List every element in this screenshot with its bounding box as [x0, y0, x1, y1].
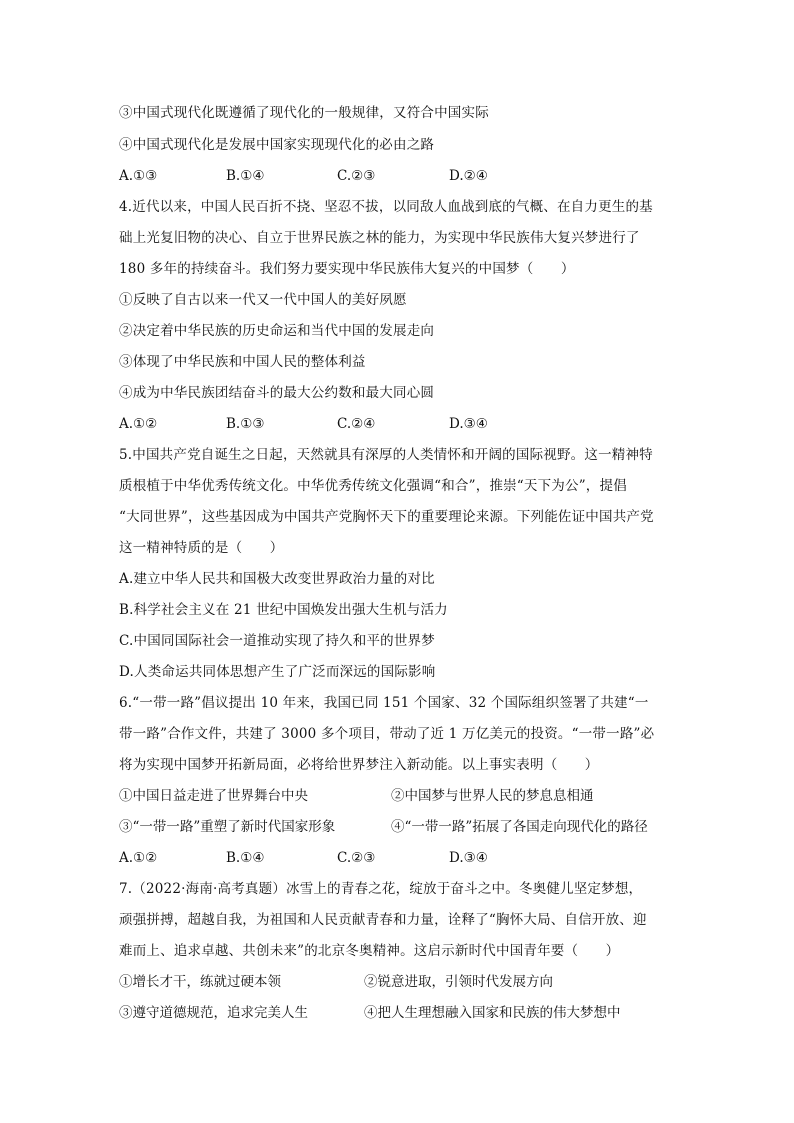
q6-item-4: ④“一带一路”拓展了各国走向现代化的路径: [391, 819, 648, 835]
q4-stem-line-1: 4.近代以来，中国人民百折不挠、坚忍不拔，以同敌人血战到底的气概、在自力更生的基: [119, 199, 653, 215]
q7-item-1: ①增长才干，练就过硬本领: [119, 974, 281, 990]
q4-stem-line-3: 180 多年的持续奋斗。我们努力要实现中华民族伟大复兴的中国梦（ ）: [119, 261, 575, 277]
q7-stem-line-2: 顽强拼搏，超越自我，为祖国和人民贡献青春和力量，诠释了“胸怀大局、自信开放、迎: [119, 912, 647, 928]
q6-option-b: B.①④: [226, 850, 265, 866]
q7-item-4: ④把人生理想融入国家和民族的伟大梦想中: [364, 1005, 621, 1021]
q6-option-a: A.①②: [119, 850, 158, 866]
q4-option-a: A.①②: [119, 416, 158, 432]
q7-stem-line-3: 难而上、追求卓越、共创未来”的北京冬奥精神。这启示新时代中国青年要（ ）: [119, 943, 620, 959]
q5-stem-line-1: 5.中国共产党自诞生之日起，天然就具有深厚的人类情怀和开阔的国际视野。这一精神特: [119, 447, 653, 463]
q7-item-2: ②锐意进取，引领时代发展方向: [364, 974, 553, 990]
q3-item-3: ③中国式现代化既遵循了现代化的一般规律，又符合中国实际: [119, 105, 489, 121]
q3-item-4: ④中国式现代化是发展中国家实现现代化的必由之路: [119, 137, 435, 153]
q7-stem-line-1: 7.（2022·海南·高考真题）冰雪上的青春之花，绽放于奋斗之中。冬奥健儿坚定梦想，: [119, 881, 643, 897]
q6-item-3: ③“一带一路”重塑了新时代国家形象: [119, 819, 336, 835]
q4-option-d: D.③④: [449, 416, 488, 432]
q3-option-d: D.②④: [449, 168, 488, 184]
q7-item-3: ③遵守道德规范，追求完美人生: [119, 1005, 308, 1021]
q6-stem-line-3: 将为实现中国梦开拓新局面，必将给世界梦注入新动能。以上事实表明（ ）: [119, 757, 599, 773]
q6-option-c: C.②③: [337, 850, 376, 866]
q6-item-1: ①中国日益走进了世界舞台中央: [119, 788, 308, 804]
q4-item-2: ②决定着中华民族的历史命运和当代中国的发展走向: [119, 323, 435, 339]
q3-option-c: C.②③: [337, 168, 376, 184]
q3-option-a: A.①③: [119, 168, 158, 184]
q4-stem-line-2: 础上光复旧物的决心、自立于世界民族之林的能力，为实现中华民族伟大复兴梦进行了: [119, 230, 640, 246]
q6-stem-line-1: 6.“一带一路”倡议提出 10 年来，我国已同 151 个国家、32 个国际组织签署了共建“一: [119, 695, 649, 711]
q3-option-b: B.①④: [226, 168, 265, 184]
q5-option-c: C.中国同国际社会一道推动实现了持久和平的世界梦: [119, 633, 435, 649]
q4-item-3: ③体现了中华民族和中国人民的整体利益: [119, 354, 366, 370]
q6-item-2: ②中国梦与世界人民的梦息息相通: [391, 788, 594, 804]
q4-item-4: ④成为中华民族团结奋斗的最大公约数和最大同心圆: [119, 385, 435, 401]
q5-stem-line-3: “大同世界”，这些基因成为中国共产党胸怀天下的重要理论来源。下列能佐证中国共产党: [119, 509, 654, 525]
q5-option-a: A.建立中华人民共和国极大改变世界政治力量的对比: [119, 571, 435, 587]
q4-option-b: B.①③: [226, 416, 265, 432]
q5-option-b: B.科学社会主义在 21 世纪中国焕发出强大生机与活力: [119, 602, 448, 618]
q6-stem-line-2: 带一路”合作文件，共建了 3000 多个项目，带动了近 1 万亿美元的投资。“一带一路”必: [119, 726, 655, 742]
q5-option-d: D.人类命运共同体思想产生了广泛而深远的国际影响: [119, 664, 436, 680]
q6-option-d: D.③④: [449, 850, 488, 866]
q4-option-c: C.②④: [337, 416, 376, 432]
q5-stem-line-4: 这一精神特质的是（ ）: [119, 540, 284, 556]
q4-item-1: ①反映了自古以来一代又一代中国人的美好夙愿: [119, 292, 407, 308]
q5-stem-line-2: 质根植于中华优秀传统文化。中华优秀传统文化强调“和合”，推崇“天下为公”，提倡: [119, 478, 627, 494]
